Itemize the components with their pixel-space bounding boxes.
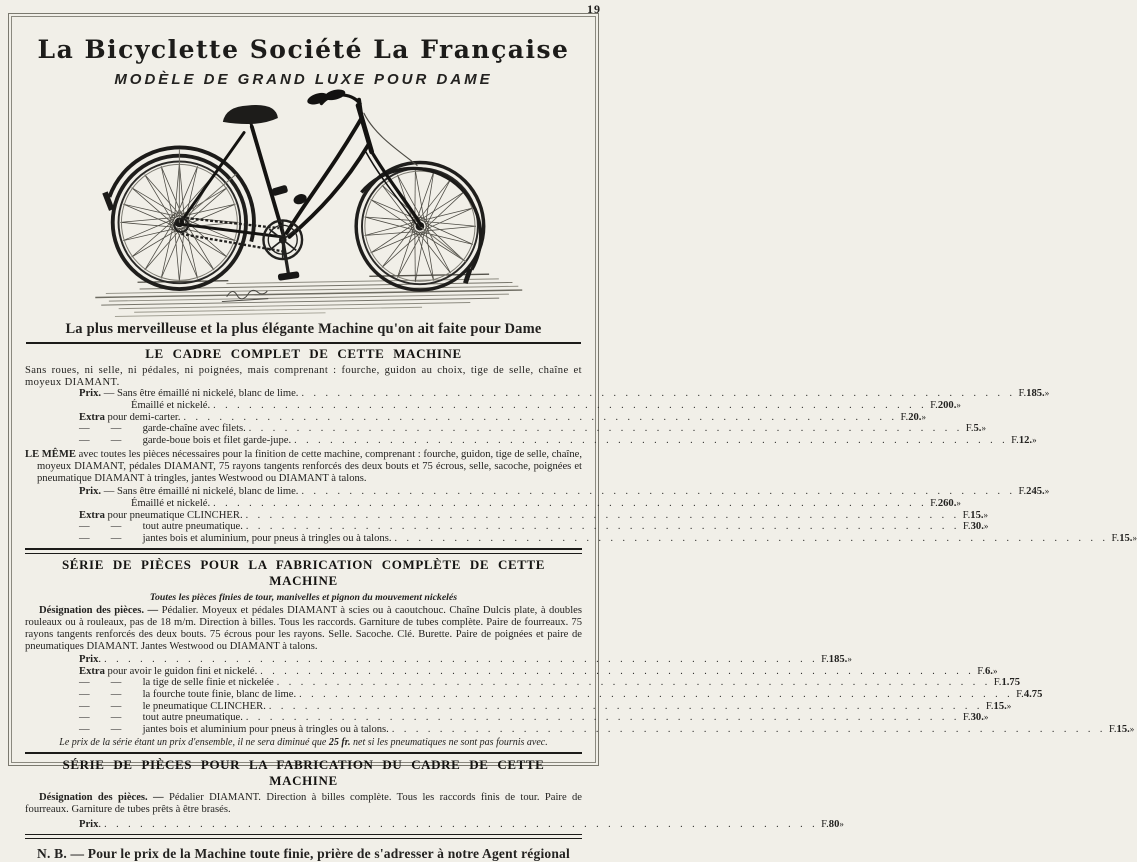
row-lead: Prix. [79,486,101,498]
series-price-note [25,737,582,748]
section3-designation [25,792,582,815]
row-label: — — jantes bois et aluminium pour pneus à tringles ou à talons. [79,724,389,736]
price-amount: 200. [938,400,957,412]
dot-leader [246,510,960,522]
page-content [25,20,582,759]
price-mark: » [984,712,989,724]
row-label: — — le pneumatique CLINCHER. [79,701,266,713]
row-label: Émaillé et nickelé. [131,498,210,510]
currency: F. [1016,689,1024,701]
dot-leader [301,388,1015,400]
price-mark: » [1130,724,1135,736]
price-row [79,510,578,522]
model-subtitle: MODÈLE DE GRAND LUXE POUR DAME [25,71,582,88]
currency: F. [1018,486,1026,498]
dot-leader [294,435,1008,447]
price-amount: 15. [1117,724,1130,736]
dot-leader [301,486,1015,498]
price-row [79,423,578,435]
currency: F. [1018,388,1026,400]
price-row [79,486,578,498]
row-label: — — tout autre pneumatique. [79,712,243,724]
price-row [79,712,578,724]
dot-leader [213,400,927,412]
divider-double [25,548,582,554]
paragraph-lead: Désignation des pièces. — [39,605,158,616]
note-text-end: net si les pneumatiques ne sont pas fournis avec. [351,737,548,748]
price-amount: 80 [829,819,840,831]
price-amount: 185. [829,654,848,666]
price-row [79,388,578,400]
price-mark: » [984,521,989,533]
price-mark: » [981,423,986,435]
paragraph-lead: LE MÊME [25,449,76,460]
dot-leader [392,724,1106,736]
price-mark: » [984,510,989,522]
currency: F. [966,423,974,435]
nota-bene: N. B. — Pour le prix de la Machine toute finie, prière de s'adresser à notre Agent régional [25,846,582,862]
price-mark: » [1132,533,1137,545]
price-amount: 30. [971,521,984,533]
row-lead: Extra [79,666,105,678]
pedal-upper [271,185,288,197]
currency: F. [1111,533,1119,545]
row-label: pour avoir le guidon fini et nickelé. [105,666,257,678]
row-lead: Prix [79,654,98,666]
row-label: Émaillé et nickelé. [131,400,210,412]
note-amount: 25 fr. [329,737,351,748]
price-amount: 30. [971,712,984,724]
price-amount: 15. [994,701,1007,713]
price-amount: 4.75 [1024,689,1043,701]
price-amount: 260. [938,498,957,510]
section1-heading: LE CADRE COMPLET DE CETTE MACHINE [25,346,582,362]
le-meme-paragraph [25,449,582,484]
engraver-signature [221,290,267,301]
section2-designation [25,605,582,652]
divider-double-thin [25,834,582,839]
currency: F. [986,701,994,713]
currency: F. [963,521,971,533]
currency: F. [963,712,971,724]
currency: F. [994,677,1002,689]
price-amount: 5. [974,423,982,435]
pedal-lower [277,271,299,281]
price-row [79,666,578,678]
price-row [79,435,578,447]
price-amount: 15. [1119,533,1132,545]
currency: F. [901,412,909,424]
currency: F. [963,510,971,522]
price-amount: 1.75 [1001,677,1020,689]
price-amount: 20. [908,412,921,424]
page-border-frame [8,13,599,766]
price-row [79,412,578,424]
dot-leader [104,819,818,831]
paragraph-text: Pédalier DIAMANT. Direction à billes complète. Tous les raccords finis de tour. Paire de fourreaux. Garniture de tubes prêts à être brasés. [25,792,582,815]
section2-heading: SÉRIE DE PIÈCES POUR LA FABRICATION COMPLÈTE DE CETTE MACHINE [25,557,582,589]
price-amount: 245. [1026,486,1045,498]
price-mark: » [1007,701,1012,713]
dot-leader [249,423,963,435]
tagline: La plus merveilleuse et la plus élégante Machine qu'on ait faite pour Dame [25,321,582,338]
row-label: . [98,654,101,666]
row-label: pour pneumatique CLINCHER. [105,510,243,522]
row-lead: Prix [79,819,98,831]
row-label: — Sans être émaillé ni nickelé, blanc de lime. [101,486,298,498]
currency: F. [930,498,938,510]
row-label: — — la fourche toute finie, blanc de lime. [79,689,296,701]
section1-intro: Sans roues, ni selle, ni pédales, ni poignées, mais comprenant : fourche, guidon au choix, tige de selle, chaîne et moyeux DIAMANT. [25,365,582,388]
price-row [79,689,578,701]
row-label: — — garde-chaîne avec filets. [79,423,246,435]
dot-leader [299,689,1013,701]
price-mark: » [1032,435,1037,447]
price-row [79,677,578,689]
saddle [222,105,277,124]
price-row [79,654,578,666]
dot-leader [246,521,960,533]
paragraph-text: Pédalier. Moyeux et pédales DIAMANT à scies ou à caoutchouc. Chaîne Dulcis plate, à doubles rouleaux ou à rouleaux, pas de 18 m/m. Direction à billes. Tous les raccords. Garniture de tubes complète. Paire de fourreaux. 75 rayons tangents renforcés des deux bouts. 75 écrous pour les rayons. Selle. Sacoche. Clé. Burette. Paire de poignées et paire de pneumatiques DIAMANT. Jantes Westwood ou DIAMANT à talons. [25,605,582,651]
currency: F. [821,819,829,831]
row-lead: Extra [79,510,105,522]
row-label: — — tout autre pneumatique. [79,521,243,533]
row-label: pour demi-carter. [105,412,181,424]
price-mark: » [1045,388,1050,400]
price-row [79,533,578,545]
price-row [79,701,578,713]
paragraph-text: avec toutes les pièces nécessaires pour la finition de cette machine, comprenant : fourche, guidon, tige de selle, chaîne, moyeux DIAMANT, pédales DIAMANT, 75 rayons tangents renforcés des deux bouts et 75 écrous, selle, sacoche, poignées et pneumatique DIAMANT à tringles, jantes Westwood ou DIAMANT à talons. [37,449,582,483]
price-mark: » [993,666,998,678]
dot-leader [246,712,960,724]
price-row [131,400,578,412]
row-lead: Prix. [79,388,101,400]
dot-leader [213,498,927,510]
price-amount: 15. [970,510,983,522]
row-label: — Sans être émaillé ni nickelé, blanc de lime. [101,388,298,400]
price-row [79,521,578,533]
page-number: 19 [587,2,601,17]
price-row [131,498,578,510]
section2-subheading: Toutes les pièces finies de tour, manivelles et pignon du mouvement nickelés [25,592,582,603]
dot-leader [394,533,1108,545]
price-amount: 6. [985,666,993,678]
currency: F. [1011,435,1019,447]
dot-leader [104,654,818,666]
price-amount: 12. [1019,435,1032,447]
price-mark: » [956,498,961,510]
row-label: — — jantes bois et aluminium, pour pneus à tringles ou à talons. [79,533,391,545]
row-label: . [98,819,101,831]
note-text: Le prix de la série étant un prix d'ensemble, il ne sera diminué que [59,737,329,748]
dot-leader [184,412,898,424]
currency: F. [977,666,985,678]
row-label: — — garde-boue bois et filet garde-jupe. [79,435,291,447]
price-row [79,819,578,831]
divider-heavy [26,342,581,344]
rear-fender [104,147,253,241]
price-amount: 185. [1026,388,1045,400]
dot-leader [260,666,974,678]
row-lead: Extra [79,412,105,424]
price-mark: » [956,400,961,412]
price-mark: » [847,654,852,666]
section3-heading: SÉRIE DE PIÈCES POUR LA FABRICATION DU CADRE DE CETTE MACHINE [25,757,582,789]
dot-leader [277,677,991,689]
row-label: — — la tige de selle finie et nickelée [79,677,274,689]
catalog-title: La Bicyclette Société La Française [25,35,582,64]
price-mark: » [921,412,926,424]
price-mark: » [1045,486,1050,498]
paragraph-lead: Désignation des pièces. — [39,792,164,803]
price-row [79,724,578,736]
dot-leader [269,701,983,713]
divider-heavy-2 [25,752,582,754]
price-mark: » [839,819,844,831]
currency: F. [1109,724,1117,736]
currency: F. [930,400,938,412]
bicycle-illustration [25,90,582,318]
currency: F. [821,654,829,666]
